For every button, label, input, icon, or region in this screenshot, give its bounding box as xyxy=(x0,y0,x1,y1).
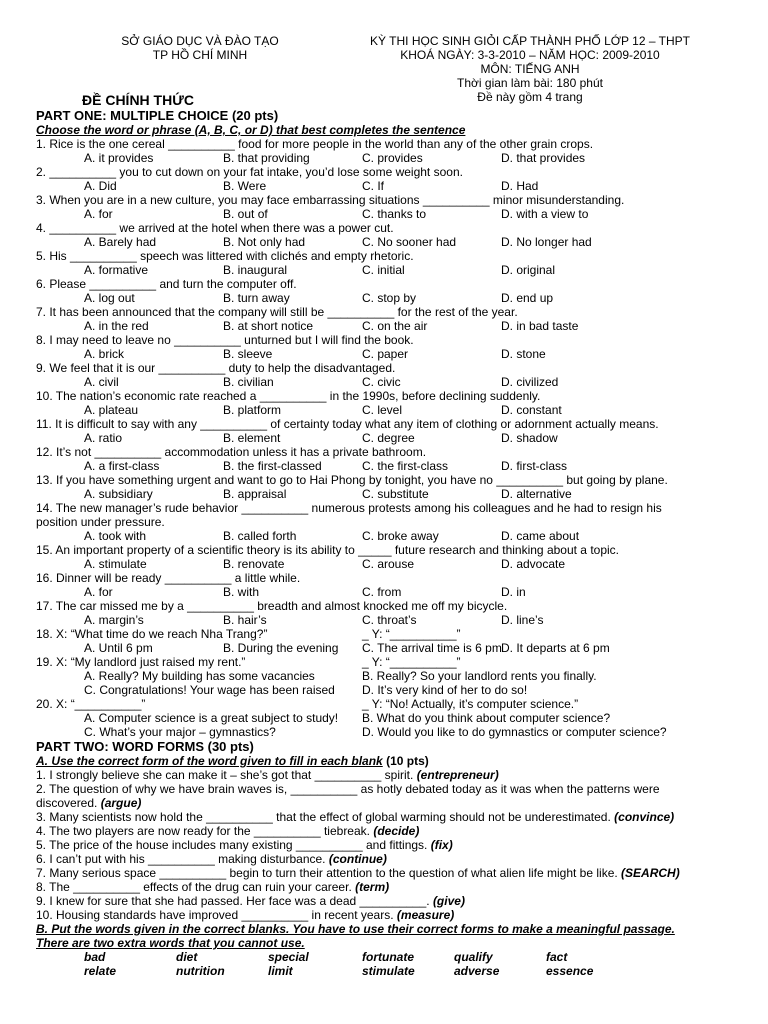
option-c: C. substitute xyxy=(362,487,429,501)
option-c: C. arouse xyxy=(362,557,415,571)
city-name: TP HỒ CHÍ MINH xyxy=(152,48,248,62)
option-a: A. a first-class xyxy=(84,459,160,473)
option-a: A. subsidiary xyxy=(84,487,153,501)
option-row xyxy=(36,585,736,599)
question-text: 16. Dinner will be ready __________ a little while. xyxy=(36,571,301,585)
item-text: 1. I strongly believe she can make it – she’s got that __________ spirit. xyxy=(36,768,417,782)
option-a: A. log out xyxy=(84,291,135,305)
item-hint: (SEARCH) xyxy=(621,866,680,880)
option-row xyxy=(36,179,736,193)
question-row xyxy=(36,655,736,669)
word-bank-item: diet xyxy=(176,950,198,964)
item-text-cont: discovered. xyxy=(36,796,101,810)
instruction-a-text: A. Use the correct form of the word given to fill in each blank xyxy=(36,754,383,768)
option-d: D. Would you like to do gymnastics or computer science? xyxy=(362,725,667,739)
word-form-item xyxy=(36,838,736,852)
item-text: 7. Many serious space __________ begin to turn their attention to the question of what alien life might be like. xyxy=(36,866,622,880)
option-b: B. Really? So your landlord rents you finally. xyxy=(362,669,597,683)
option-a: A. it provides xyxy=(84,151,154,165)
option-b: B. hair’s xyxy=(223,613,267,627)
option-d: D. with a view to xyxy=(501,207,589,221)
word-form-item xyxy=(36,782,736,796)
response-text: _ Y: “__________” xyxy=(362,655,461,669)
option-d: D. Had xyxy=(501,179,539,193)
item-hint: (measure) xyxy=(396,908,455,922)
option-b: B. that providing xyxy=(223,151,310,165)
option-c: C. initial xyxy=(362,263,405,277)
option-a: A. Computer science is a great subject to study! xyxy=(84,711,339,725)
option-a: A. formative xyxy=(84,263,149,277)
header-left xyxy=(40,34,360,62)
question-text: 1. Rice is the one cereal __________ food for more people in the world than any of the other grain crops. xyxy=(36,137,594,151)
option-row xyxy=(36,263,736,277)
option-b: B. turn away xyxy=(223,291,290,305)
question-text: 5. His __________ speech was littered with clichés and empty rhetoric. xyxy=(36,249,414,263)
option-a: A. Really? My building has some vacancies xyxy=(84,669,315,683)
question-text: 17. The car missed me by a __________ breadth and almost knocked me off my bicycle. xyxy=(36,599,508,613)
option-d: D. in bad taste xyxy=(501,319,579,333)
word-form-item xyxy=(36,824,736,838)
option-b: B. at short notice xyxy=(223,319,314,333)
instruction-a-points: (10 pts) xyxy=(382,754,429,768)
option-row xyxy=(36,319,736,333)
option-c: C. Congratulations! Your wage has been raised xyxy=(84,683,335,697)
option-d: D. line’s xyxy=(501,613,544,627)
option-a: A. in the red xyxy=(84,319,149,333)
item-hint: (convince) xyxy=(614,810,675,824)
option-row xyxy=(36,151,736,165)
part-two-title: PART TWO: WORD FORMS (30 pts) xyxy=(36,739,254,754)
option-d: D. alternative xyxy=(501,487,572,501)
word-bank-item: adverse xyxy=(454,964,500,978)
question-text: 7. It has been announced that the company will still be __________ for the rest of the year. xyxy=(36,305,518,319)
item-hint: (give) xyxy=(432,894,465,908)
option-a: A. took with xyxy=(84,529,147,543)
option-row xyxy=(36,403,736,417)
item-hint: (argue) xyxy=(100,796,142,810)
part-two-instruction-b2: There are two extra words that you cannot use. xyxy=(36,936,305,950)
question-text: 10. The nation’s economic rate reached a __________ in the 1990s, before declining suddenly. xyxy=(36,389,541,403)
option-a: A. Until 6 pm xyxy=(84,641,153,655)
option-c: C. stop by xyxy=(362,291,417,305)
page-count: Đề này gồm 4 trang xyxy=(477,90,583,104)
item-text: 10. Housing standards have improved __________ in recent years. xyxy=(36,908,397,922)
option-a: A. for xyxy=(84,207,113,221)
question-text: 11. It is difficult to say with any __________ of certainty today what any item of clothing or adornment actually means. xyxy=(36,417,659,431)
word-bank-item: fortunate xyxy=(362,950,414,964)
option-row xyxy=(36,683,736,697)
question-text: 18. X: “What time do we reach Nha Trang?” xyxy=(36,627,268,641)
item-text: 8. The __________ effects of the drug can ruin your career. xyxy=(36,880,356,894)
item-text: 4. The two players are now ready for the __________ tiebreak. xyxy=(36,824,374,838)
option-b: B. inaugural xyxy=(223,263,288,277)
option-b: B. civilian xyxy=(223,375,274,389)
word-form-item-cont xyxy=(36,796,736,810)
option-a: A. stimulate xyxy=(84,557,147,571)
option-b: B. renovate xyxy=(223,557,285,571)
question-text: 9. We feel that it is our __________ duty to help the disadvantaged. xyxy=(36,361,396,375)
option-c: C. level xyxy=(362,403,403,417)
word-bank-item: fact xyxy=(546,950,568,964)
item-text: 2. The question of why we have brain waves is, __________ as hotly debated today as it was when the patterns were xyxy=(36,782,660,796)
option-row xyxy=(36,613,736,627)
option-d: D. constant xyxy=(501,403,562,417)
part-one-instruction: Choose the word or phrase (A, B, C, or D) that best completes the sentence xyxy=(36,123,466,137)
part-two-instruction-b1: B. Put the words given in the correct blanks. You have to use their correct forms to make a meaningful passage. xyxy=(36,922,675,936)
option-d: D. in xyxy=(501,585,526,599)
option-a: A. Barely had xyxy=(84,235,157,249)
option-row xyxy=(36,235,736,249)
option-row xyxy=(36,207,736,221)
time-allowed: Thời gian làm bài: 180 phút xyxy=(457,76,603,90)
option-d: D. stone xyxy=(501,347,546,361)
option-row xyxy=(36,487,736,501)
option-row xyxy=(36,711,736,725)
exam-title: KỲ THI HỌC SINH GIỎI CẤP THÀNH PHỐ LỚP 12 – THPT xyxy=(370,34,690,48)
option-row xyxy=(36,669,736,683)
part-two-instruction-a xyxy=(36,754,736,768)
word-bank-item: stimulate xyxy=(362,964,415,978)
item-hint: (entrepreneur) xyxy=(416,768,499,782)
option-b: B. with xyxy=(223,585,260,599)
option-b: B. During the evening xyxy=(223,641,339,655)
option-c: C. on the air xyxy=(362,319,428,333)
option-b: B. platform xyxy=(223,403,282,417)
option-row xyxy=(36,291,736,305)
word-form-item xyxy=(36,852,736,866)
option-b: B. Were xyxy=(223,179,267,193)
option-a: A. ratio xyxy=(84,431,123,445)
question-row xyxy=(36,697,736,711)
word-form-item xyxy=(36,908,736,922)
option-c: C. If xyxy=(362,179,385,193)
option-a: A. plateau xyxy=(84,403,139,417)
option-row xyxy=(36,459,736,473)
option-d: D. civilized xyxy=(501,375,559,389)
question-text: 3. When you are in a new culture, you may face embarrassing situations __________ minor misunderstanding. xyxy=(36,193,625,207)
option-row xyxy=(36,375,736,389)
item-text: 3. Many scientists now hold the __________ that the effect of global warming should not be underestimated. xyxy=(36,810,615,824)
word-bank-item: essence xyxy=(546,964,594,978)
option-c: C. from xyxy=(362,585,402,599)
word-form-item xyxy=(36,880,736,894)
option-c: C. thanks to xyxy=(362,207,427,221)
question-row xyxy=(36,627,736,641)
part-one-title: PART ONE: MULTIPLE CHOICE (20 pts) xyxy=(36,108,279,123)
question-text: 20. X: “__________” xyxy=(36,697,146,711)
word-form-item xyxy=(36,768,736,782)
word-bank-row xyxy=(36,950,736,964)
question-text: 14. The new manager’s rude behavior __________ numerous protests among his colleagues and he had to resign his xyxy=(36,501,662,515)
option-c: C. throat’s xyxy=(362,613,417,627)
option-d: D. No longer had xyxy=(501,235,592,249)
option-d: D. end up xyxy=(501,291,554,305)
option-b: B. element xyxy=(223,431,281,445)
word-bank-item: bad xyxy=(84,950,106,964)
option-row xyxy=(36,529,736,543)
option-c: C. What’s your major – gymnastics? xyxy=(84,725,276,739)
exam-content xyxy=(36,108,736,978)
question-text: 6. Please __________ and turn the computer off. xyxy=(36,277,297,291)
official-label: ĐỀ CHÍNH THỨC xyxy=(82,92,194,108)
word-bank-item: nutrition xyxy=(176,964,225,978)
option-c: C. No sooner had xyxy=(362,235,457,249)
option-row xyxy=(36,431,736,445)
word-form-item xyxy=(36,866,736,880)
question-text: 4. __________ we arrived at the hotel when there was a power cut. xyxy=(36,221,394,235)
option-b: B. What do you think about computer science? xyxy=(362,711,611,725)
word-form-item xyxy=(36,894,736,908)
option-d: D. advocate xyxy=(501,557,566,571)
option-b: B. out of xyxy=(223,207,268,221)
question-text-cont: position under pressure. xyxy=(36,515,165,529)
option-d: D. first-class xyxy=(501,459,567,473)
department-name: SỞ GIÁO DỤC VÀ ĐÀO TẠO xyxy=(121,34,279,48)
option-b: B. Not only had xyxy=(223,235,306,249)
option-c: C. The arrival time is 6 pm xyxy=(362,641,502,655)
item-hint: (fix) xyxy=(430,838,453,852)
item-text: 5. The price of the house includes many existing __________ and fittings. xyxy=(36,838,431,852)
option-a: A. for xyxy=(84,585,113,599)
option-row xyxy=(36,725,736,739)
question-text: 15. An important property of a scientific theory is its ability to _____ future research and thinking about a topic. xyxy=(36,543,619,557)
option-a: A. brick xyxy=(84,347,125,361)
response-text: _ Y: “__________” xyxy=(362,627,461,641)
question-text: 2. __________ you to cut down on your fat intake, you’d lose some weight soon. xyxy=(36,165,463,179)
option-d: D. It’s very kind of her to do so! xyxy=(362,683,528,697)
header-right xyxy=(330,34,730,104)
option-c: C. degree xyxy=(362,431,415,445)
item-text: 6. I can’t put with his __________ making disturbance. xyxy=(36,852,329,866)
question-text: 12. It’s not __________ accommodation unless it has a private bathroom. xyxy=(36,445,427,459)
question-text: 13. If you have something urgent and want to go to Hai Phong by tonight, you have no __________ but going by plane. xyxy=(36,473,668,487)
word-bank-item: relate xyxy=(84,964,117,978)
word-bank-item: special xyxy=(268,950,309,964)
option-c: C. provides xyxy=(362,151,423,165)
option-c: C. civic xyxy=(362,375,401,389)
option-a: A. civil xyxy=(84,375,119,389)
option-b: B. the first-classed xyxy=(223,459,322,473)
option-c: C. paper xyxy=(362,347,409,361)
subject: MÔN: TIẾNG ANH xyxy=(480,62,580,76)
item-text: 9. I knew for sure that she had passed. Her face was a dead __________. xyxy=(36,894,433,908)
word-bank-item: limit xyxy=(268,964,293,978)
question-text: 19. X: “My landlord just raised my rent.” xyxy=(36,655,246,669)
option-b: B. sleeve xyxy=(223,347,273,361)
option-a: A. margin’s xyxy=(84,613,144,627)
option-d: D. It departs at 6 pm xyxy=(501,641,610,655)
option-b: B. called forth xyxy=(223,529,297,543)
option-d: D. came about xyxy=(501,529,580,543)
option-row xyxy=(36,641,736,655)
word-form-item xyxy=(36,810,736,824)
option-b: B. appraisal xyxy=(223,487,287,501)
option-row xyxy=(36,557,736,571)
option-row xyxy=(36,347,736,361)
item-hint: (decide) xyxy=(373,824,420,838)
option-d: D. original xyxy=(501,263,556,277)
option-a: A. Did xyxy=(84,179,117,193)
item-hint: (term) xyxy=(355,880,390,894)
option-c: C. the first-class xyxy=(362,459,449,473)
word-bank-item: qualify xyxy=(454,950,493,964)
word-bank-row xyxy=(36,964,736,978)
response-text: _ Y: “No! Actually, it’s computer science.” xyxy=(362,697,579,711)
item-hint: (continue) xyxy=(328,852,387,866)
option-d: D. that provides xyxy=(501,151,586,165)
option-c: C. broke away xyxy=(362,529,439,543)
question-text: 8. I may need to leave no __________ unturned but I will find the book. xyxy=(36,333,414,347)
option-d: D. shadow xyxy=(501,431,558,445)
exam-date: KHOÁ NGÀY: 3-3-2010 – NĂM HỌC: 2009-2010 xyxy=(400,48,660,62)
